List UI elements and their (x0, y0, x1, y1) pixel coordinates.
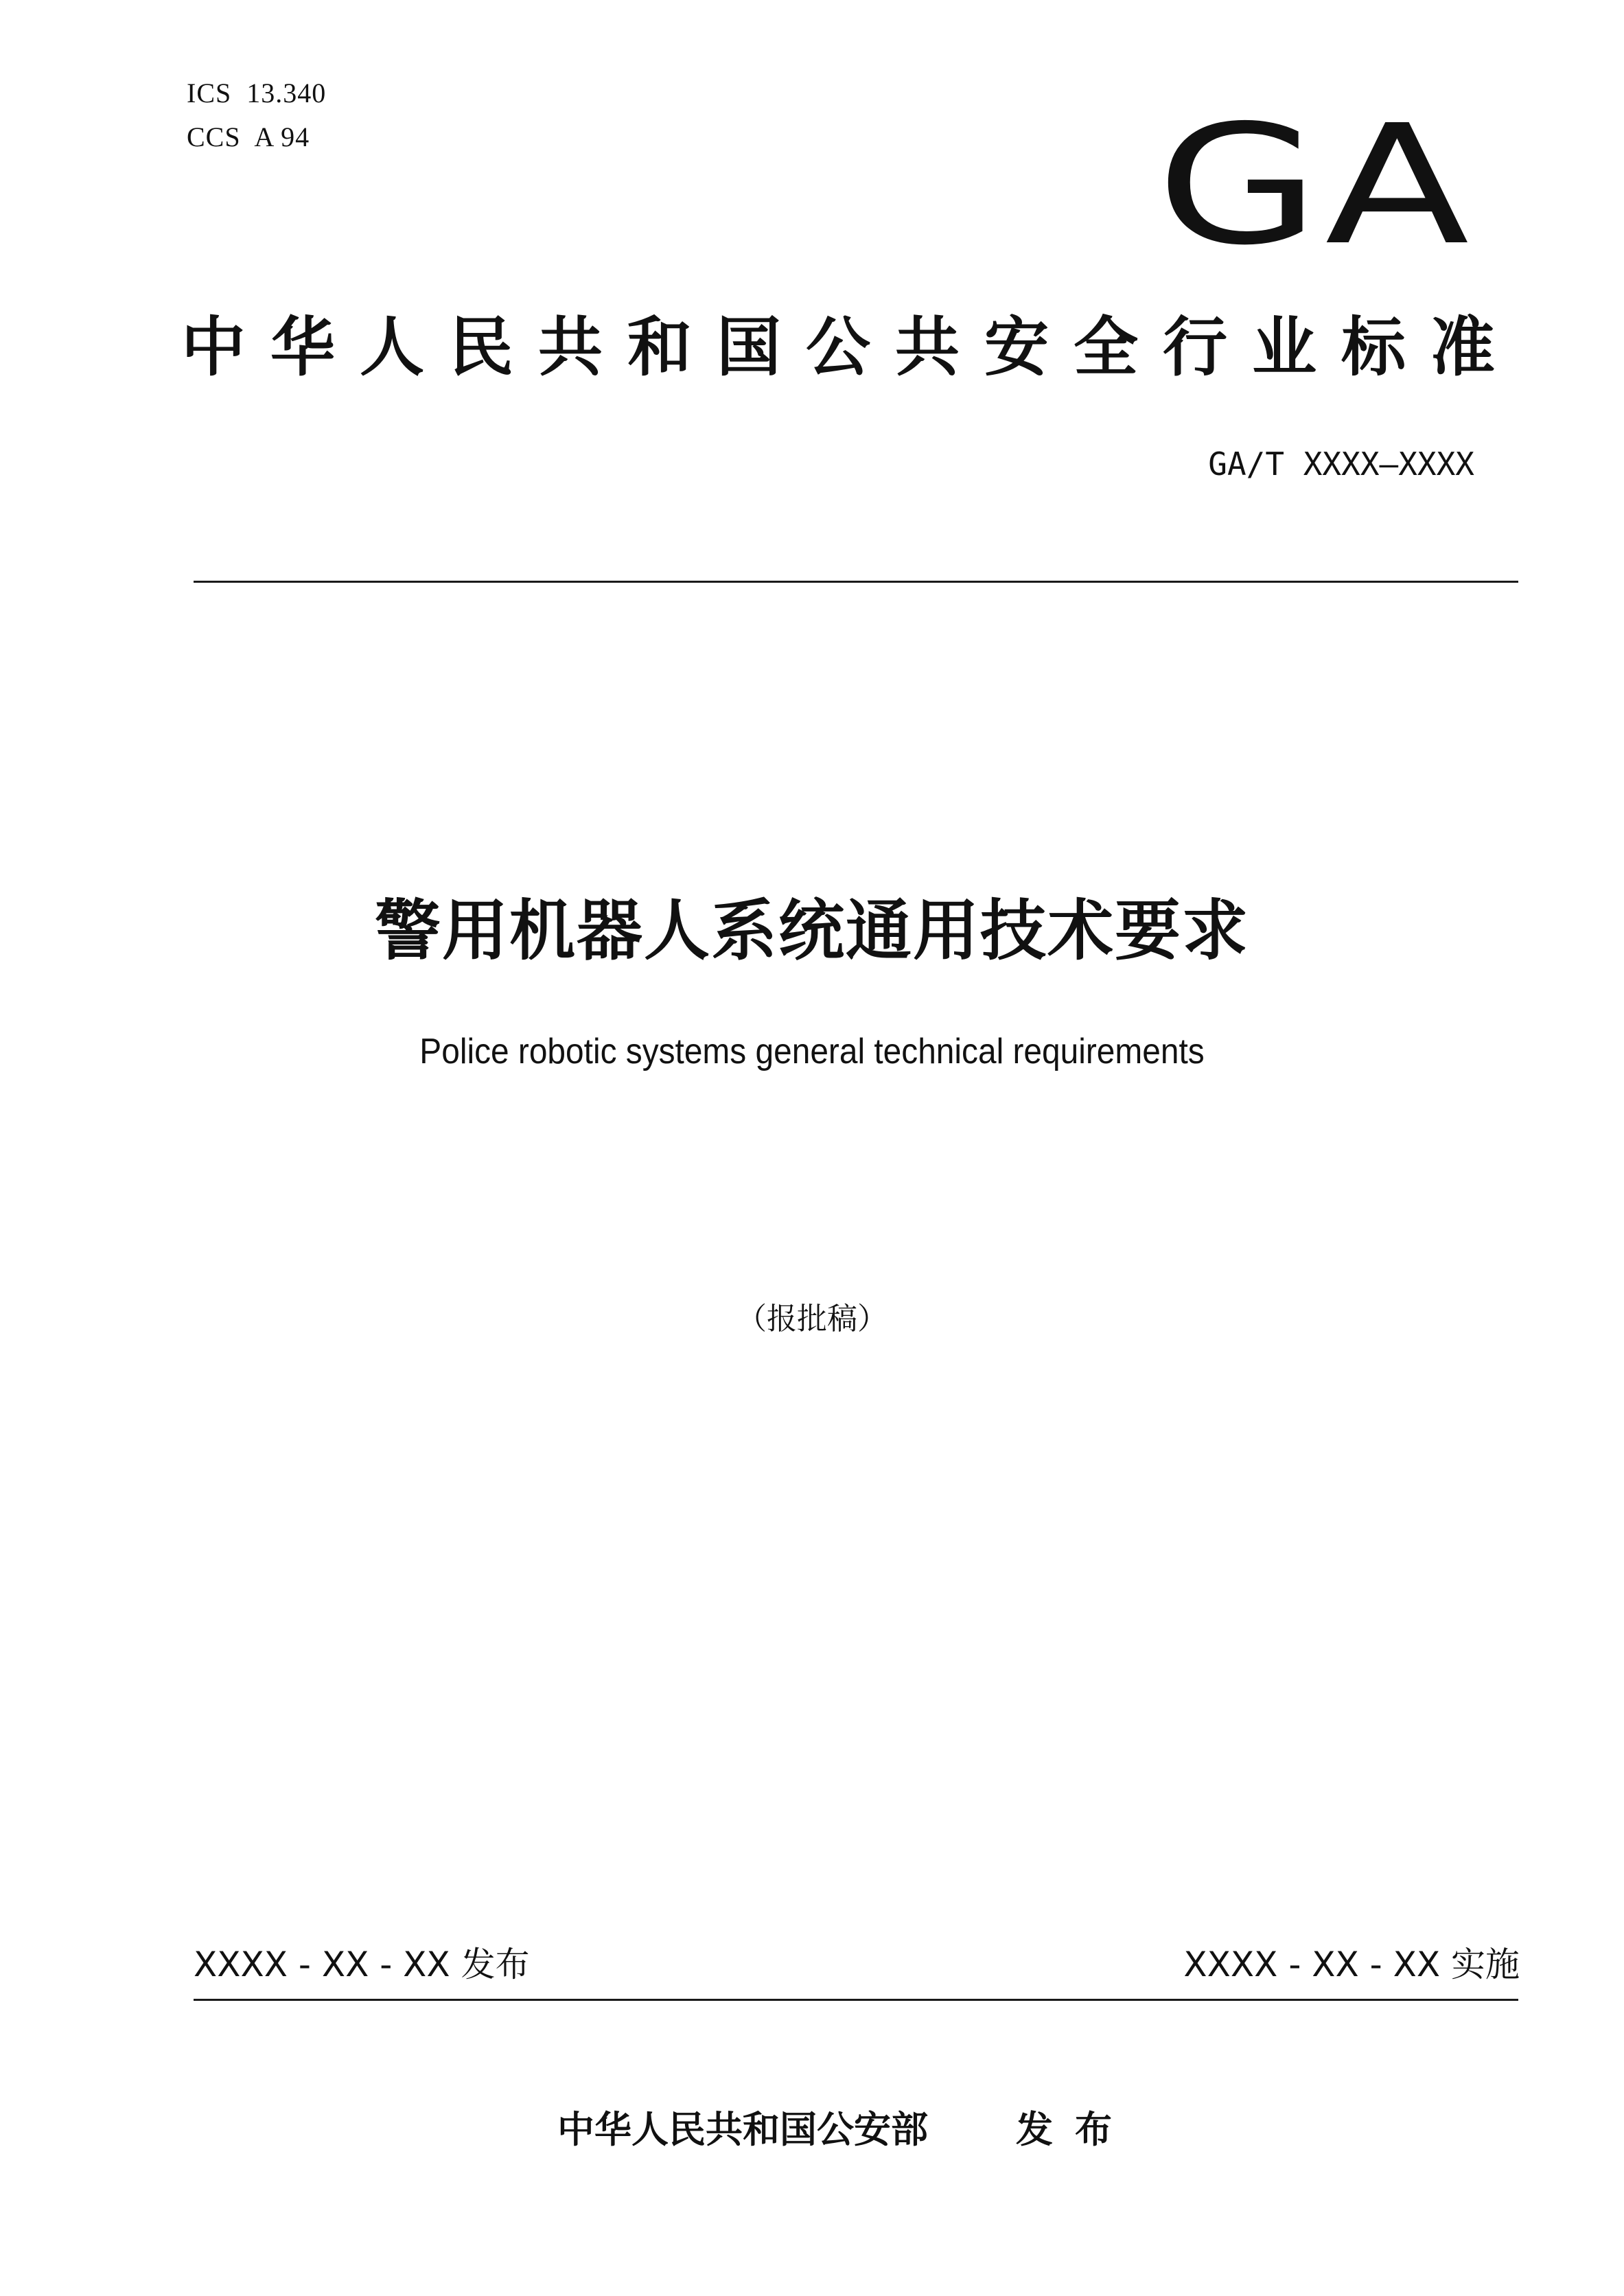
document-title-chinese: 警用机器人系统通用技术要求 (375, 892, 1249, 969)
document-title-english: Police robotic systems general technical requirements (419, 1032, 1205, 1071)
release-date: XXXX - XX - XX 发布 (194, 1945, 530, 1984)
ga-logo: GA (1156, 89, 1474, 281)
top-divider (194, 581, 1518, 583)
ics-code: ICS 13.340 (187, 78, 327, 108)
issue-label: 发布 (1016, 2108, 1134, 2151)
implementation-date: XXXX - XX - XX 实施 (1183, 1945, 1520, 1984)
standard-category: 中华人民共和国公共安全行业标准 (181, 310, 1520, 385)
bottom-divider (194, 1999, 1518, 2001)
draft-status: （报批稿） (736, 1301, 888, 1336)
standard-number: GA/T XXXX—XXXX (1208, 445, 1474, 483)
ccs-code: CCS A 94 (187, 121, 310, 152)
issuing-authority: 中华人民共和国公安部 (557, 2108, 928, 2151)
